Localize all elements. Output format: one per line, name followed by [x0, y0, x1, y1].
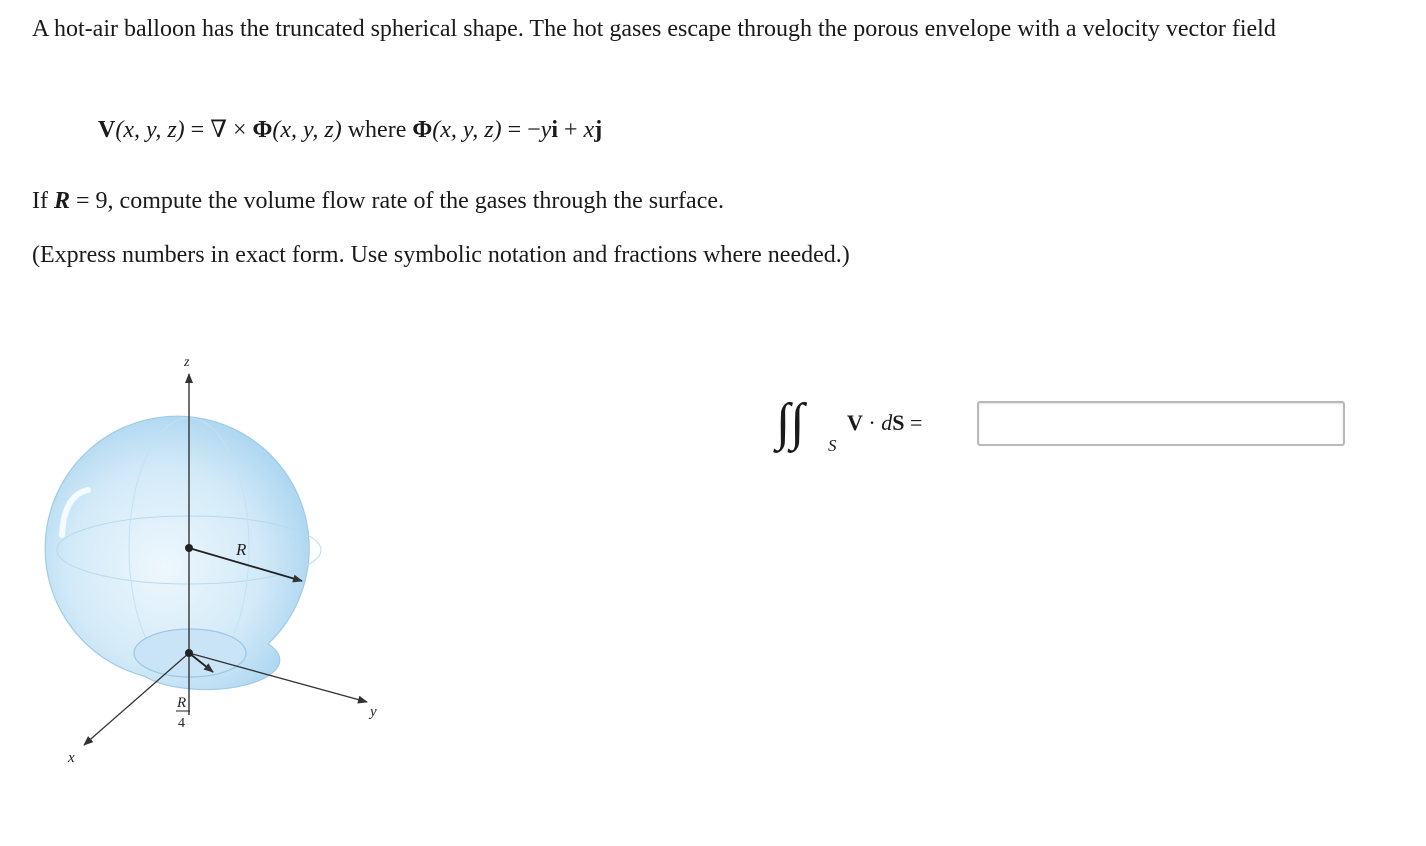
double-integral-sign: ∫∫	[776, 394, 805, 451]
problem-note: (Express numbers in exact form. Use symbolic notation and fractions where needed.)	[32, 242, 850, 268]
integral-surface-subscript: S	[828, 436, 837, 455]
y-axis-label: y	[370, 704, 377, 720]
radius-label: R	[236, 540, 247, 559]
offset-label-numerator: R	[177, 695, 187, 711]
z-axis-label: z	[184, 355, 190, 370]
velocity-field-formula: V(x, y, z) = ∇ × Φ(x, y, z) where Φ(x, y, z) = −yi + xj	[98, 117, 603, 143]
answer-row	[776, 388, 1351, 464]
integrand: V · dS =	[847, 410, 923, 435]
problem-intro: A hot-air balloon has the truncated spherical shape. The hot gases escape through the porous envelope with a velocity vector field	[32, 16, 1276, 42]
x-axis-label: x	[68, 750, 75, 766]
answer-input[interactable]	[977, 401, 1345, 446]
balloon-diagram	[40, 350, 400, 770]
problem-condition: If R = 9, compute the volume flow rate of the gases through the surface.	[32, 188, 724, 214]
offset-label-denominator: 4	[178, 716, 185, 731]
